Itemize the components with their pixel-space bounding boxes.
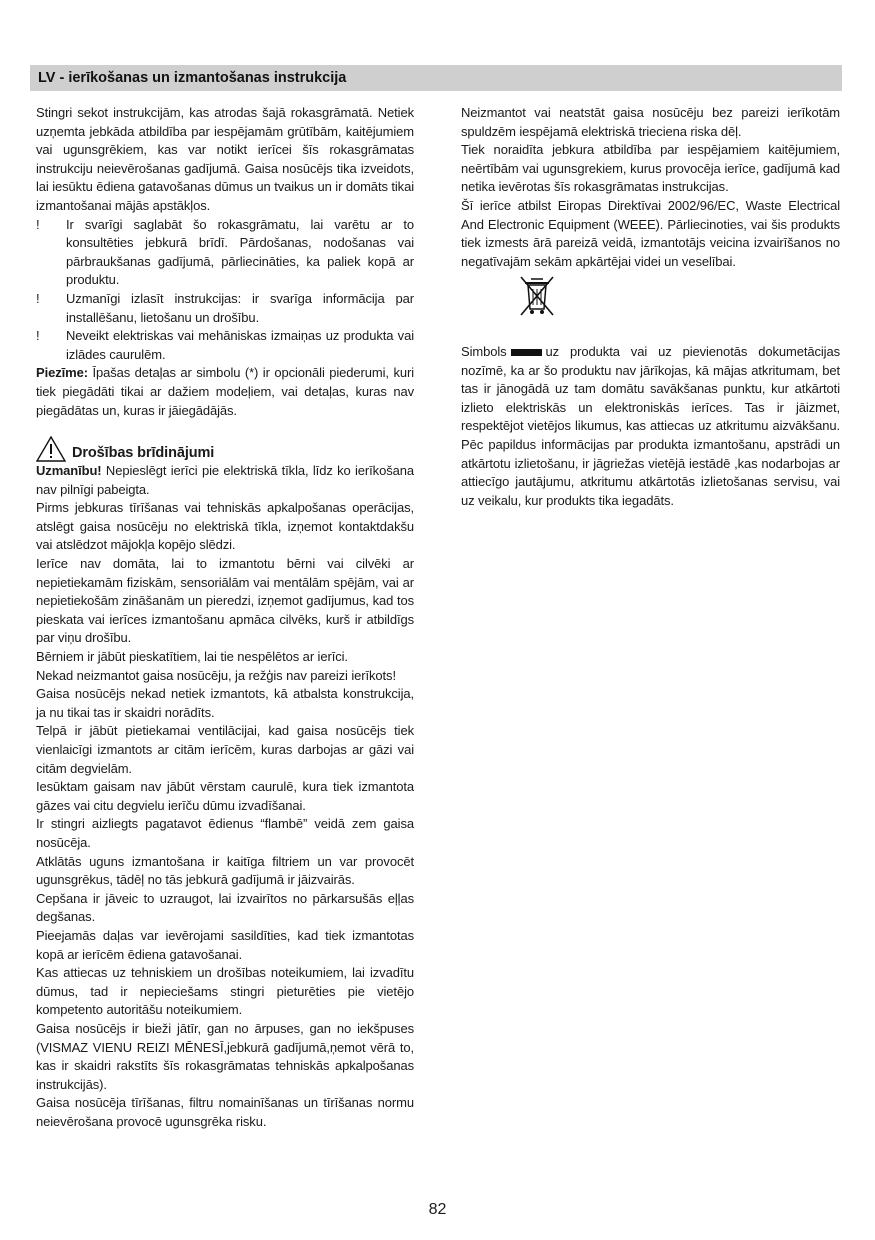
bullet-mark: ! (36, 290, 40, 306)
symbol-lead: Simbols (461, 343, 507, 359)
black-bar-icon (511, 349, 542, 356)
note-paragraph (36, 364, 414, 420)
safety-paragraph: Gaisa nosūcēja tīrīšanas, filtru nomainīšanas un tīrīšanas normu neievērošana provocē ugunsgrēka risku. (36, 1095, 414, 1129)
safety-paragraph: Gaisa nosūcējs ir bieži jātīr, gan no ārpuses, gan no iekšpuses (VISMAZ VIENU REIZI MĒNESĪ,jebkurā gadījumā,ņemot vērā to, kas ir skaidri rakstīts šīs rokasgrāmatas tehniskās apkalpošanas instrukcijās). (36, 1020, 414, 1092)
safety-paragraph: Iesūktam gaisam nav jābūt vērstam caurulē, kura tiek izmantota gāzes vai citu degvielu ierīču dūmu izvadīšanai. (36, 779, 414, 813)
safety-heading (36, 436, 414, 462)
safety-paragraph: Gaisa nosūcējs nekad netiek izmantots, kā atbalsta konstrukcija, ja nu tikai tas ir skaidri norādīts. (36, 686, 414, 720)
attention-text: Nepieslēgt ierīci pie elektriskā tīkla, līdz ko ierīkošana nav pilnīgi pabeigta. (36, 463, 414, 497)
symbol-paragraph (461, 343, 840, 510)
bullet-item (36, 290, 414, 327)
intro-paragraph: Stingri sekot instrukcijām, kas atrodas šajā rokasgrāmatā. Netiek uzņemta jebkāda atbildība par iespējamām grūtībām, kaitējumiem vai ugunsgrēkiem, kas var notikt ierīcei šīs rokasgrāmatas instrukciju neievērošanas gadījumā. Gaisa nosūcējs tika izveidots, lai iesūktu ēdiena gatavošanas dūmus un tvaikus un ir domāts tikai izmantošanai mājās apstākļos. (36, 105, 414, 213)
bullet-text: Ir svarīgi saglabāt šo rokasgrāmatu, lai varētu ar to konsultēties jebkurā brīdī. Pārdošanas, nodošanas vai pārbraukšanas gadījumā, pārliecināties, ka paliek kopā ar produktu. (66, 216, 414, 288)
right-paragraph: Šī ierīce atbilst Eiropas Direktīvai 2002/96/EC, Waste Electrical And Electronic Equipment (WEEE). Pārliecinoties, vai šis produkts tiek izmests ārā pareizā veidā, izmantotājs veicina izvairīšanos no negatīvajām sekām apkārtējai videi un veselībai. (461, 197, 840, 269)
safety-paragraph: Pirms jebkuras tīrīšanas vai tehniskās apkalpošanas operācijas, atslēgt gaisa nosūcēju no elektriskā tīkla, izņemot kontaktdakšu vai atslēdzot mājokļa kopējo slēdzi. (36, 500, 414, 553)
safety-paragraph: Kas attiecas uz tehniskiem un drošības noteikumiem, lai izvadītu dūmus, tad ir nepieciešams stingri pieturēties pie vietējo kompetento autoritāšu noteikumiem. (36, 965, 414, 1018)
bullet-text: Neveikt elektriskas vai mehāniskas izmaiņas uz produkta vai izlādes caurulēm. (66, 328, 414, 362)
safety-paragraph: Atklātās uguns izmantošana ir kaitīga filtriem un var provocēt ugunsgrēkus, tādēļ no tās jebkurā gadījumā ir jāizvairās. (36, 853, 414, 888)
bullet-item (36, 216, 414, 290)
page-number: 82 (428, 1201, 447, 1218)
page-title: LV - ierīkošanas un izmantošanas instrukcija (30, 65, 842, 91)
left-column (36, 104, 414, 1131)
safety-heading-text: Drošības brīdinājumi (72, 444, 215, 461)
bullet-item (36, 327, 414, 364)
safety-paragraph: Nekad neizmantot gaisa nosūcēju, ja režģis nav pareizi ierīkots! (36, 667, 396, 683)
safety-paragraph: Ir stingri aizliegts pagatavot ēdienus “flambē” veidā zem gaisa nosūcēja. (36, 816, 414, 850)
right-paragraph: Tiek noraidīta jebkura atbildība par iespējamiem kaitējumiem, neērtībām vai ugunsgrekiem, kurus provocēja ierīce, gadījumā kad netika ievērotas šīs rokasgrāmatas instrukcijas. (461, 142, 840, 195)
crossed-bin-icon (517, 275, 557, 317)
bullet-text: Uzmanīgi izlasīt instrukcijas: ir svarīga informācija par installēšanu, lietošanu un drošību. (66, 290, 414, 325)
note-label: Piezīme: (36, 365, 88, 381)
warning-icon (36, 436, 66, 462)
right-paragraph: Neizmantot vai neatstāt gaisa nosūcēju bez pareizi ierīkotām spuldzēm iespējamā elektriskā trieciena riska dēļ. (461, 105, 840, 139)
bullet-mark: ! (36, 328, 40, 344)
safety-paragraph: Ierīce nav domāta, lai to izmantotu bērni vai cilvēki ar nepietiekamām fiziskām, sensoriālām vai mentālām spējām, vai ar nepietiekošām zināšanām un pieredzi, izņemot gadījumus, kad tos pieskata vai ierīces izmantošanu apmāca cilvēks, kurš ir atbildīgs par viņu drošību. (36, 556, 414, 646)
note-text: Īpašas detaļas ar simbolu (*) ir opcionāli piederumi, kuri tiek piegādāti tikai ar dažiem modeļiem, vai detaļas, kuras nav piegādātas un, kuras ir jāiegādājās. (36, 365, 414, 418)
bullet-mark: ! (36, 216, 40, 232)
safety-paragraph: Pieejamās daļas var ievērojami sasildīties, kad tiek izmantotas kopā ar ierīcēm ēdiena gatavošanai. (36, 927, 414, 962)
safety-paragraph: Cepšana ir jāveic to uzraugot, lai izvairītos no pārkarsušās eļļas degšanas. (36, 890, 414, 925)
symbol-text: uz produkta vai uz pievienotās dokumetācijas nozīmē, ka ar šo produktu nav jārīkojas, kā mājas atkritumam, bet tas ir jānogādā uz tam domātu savākšanas punktu, kur atkārtoti izlieto elektriskās un elektroniskās ierīces. Tas ir jāizmet, respektējot vietējos likumus, kas attiecas uz atkritumu aizvākšanu. Pēc papildus informācijas par produkta izmantošanu, apstrādi un atkārtotu izlietošanu, ir jāgriežas vietējā iestādē ,kas nodarbojas ar attiecīgo jautājumu, atkritumu atkārtotās izlietošanas servisu, vai uz veikalu, kur produkts tika iegadāts. (461, 343, 840, 508)
attention-paragraph (36, 462, 414, 499)
safety-paragraph: Telpā ir jābūt pietiekamai ventilācijai, kad gaisa nosūcējs tiek vienlaicīgi izmantots ar citām ierīcēm, kuras darbojas ar gāzi vai citām degvielām. (36, 723, 414, 776)
attention-label: Uzmanību! (36, 463, 102, 479)
safety-paragraph: Bērniem ir jābūt pieskatītiem, lai tie nespēlētos ar ierīci. (36, 649, 348, 665)
right-column (461, 104, 840, 510)
